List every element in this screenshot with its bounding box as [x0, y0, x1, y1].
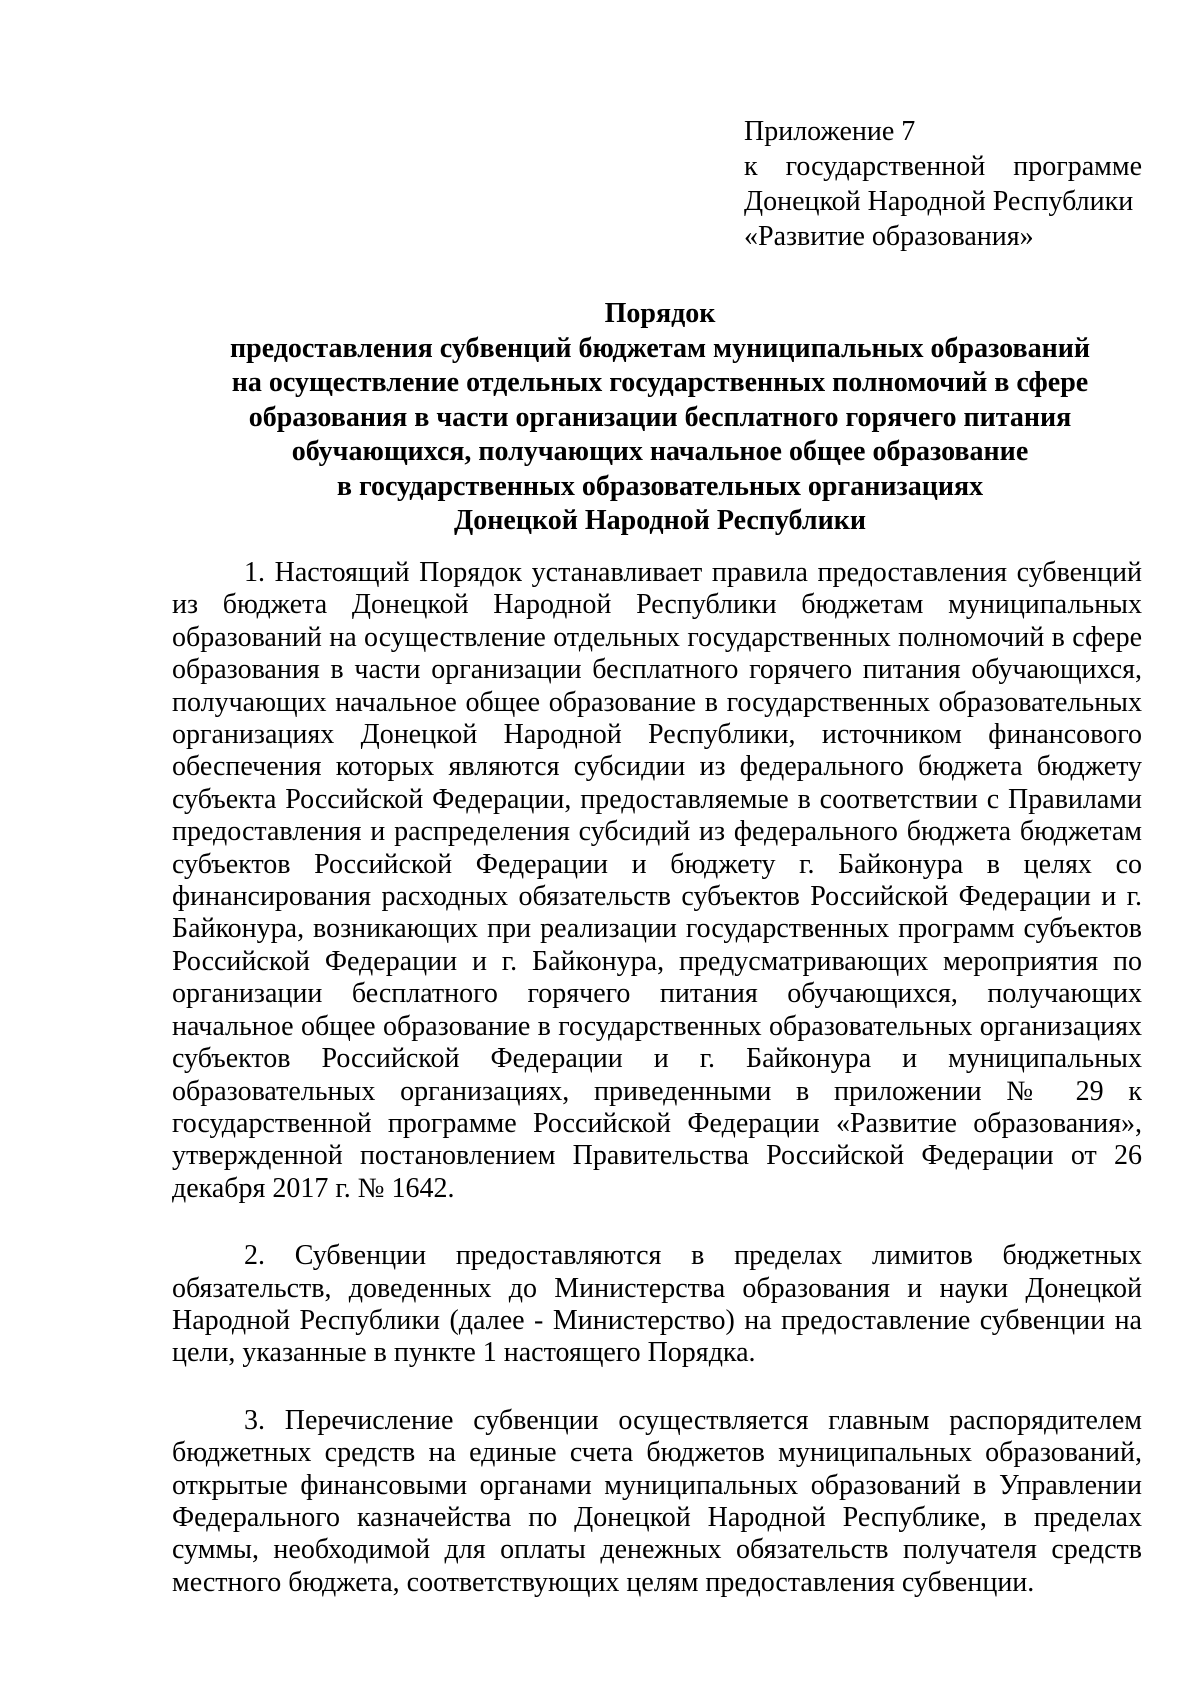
title-heading: Порядок [604, 298, 716, 329]
paragraph-2: 2. Субвенции предоставляются в пределах лимитов бюджетных обязательств, доведенных до Министерства образования и науки Донецкой Народной Республики (далее - Министерство) на предоставление субвенции на цели, указанные в пункте 1 настоящего Порядка. [172, 1240, 1142, 1369]
paragraph-3: 3. Перечисление субвенции осуществляется главным распорядителем бюджетных средств на единые счета бюджетов муниципальных образований, открытые финансовыми органами муниципальных образований в Управлении Федерального казначейства по Донецкой Народной Республике, в пределах суммы, необходимой для оплаты денежных обязательств получателя средств местного бюджета, соответствующих целям предоставления субвенции. [172, 1404, 1142, 1598]
appendix-number: Приложение 7 [744, 116, 916, 147]
appendix-header [744, 114, 1142, 254]
title-line: предоставления субвенций бюджетам муниципальных образований [230, 332, 1090, 364]
title-line: обучающихся, получающих начальное общее образование [291, 436, 1029, 467]
document-title [150, 297, 1170, 539]
title-line: в государственных образовательных организациях [336, 470, 984, 502]
document-body [172, 557, 1142, 1599]
appendix-republic: Донецкой Народной Республики [744, 186, 1134, 217]
appendix-program-name: «Развитие образования» [744, 221, 1034, 252]
title-line: образования в части организации бесплатного горячего питания [248, 401, 1072, 433]
appendix-program-ref: к государственной программе [744, 151, 1142, 182]
title-line: на осуществление отдельных государственных полномочий в сфере [231, 367, 1089, 398]
title-line: Донецкой Народной Республики [454, 505, 866, 536]
paragraph-1: 1. Настоящий Порядок устанавливает правила предоставления субвенций из бюджета Донецкой Народной Республики бюджетам муниципальных образований на осуществление отдельных государственных полномочий в сфере образования в части организации бесплатного горячего питания обучающихся, получающих начальное общее образование в государственных образовательных организациях Донецкой Народной Республики, источником финансового обеспечения которых являются субсидии из федерального бюджета бюджету субъекта Российской Федерации, предоставляемые в соответствии с Правилами предоставления и распределения субсидий из федерального бюджета бюджетам субъектов Российской Федерации и бюджету г. Байконура в целях со финансирования расходных обязательств субъектов Российской Федерации и г. Байконура, возникающих при реализации государственных программ субъектов Российской Федерации и г. Байконура, предусматривающих мероприятия по организации бесплатного горячего питания обучающихся, получающих начальное общее образование в государственных образовательных организациях субъектов Российской Федерации и г. Байконура и муниципальных образовательных организациях, приведенными в приложении № 29 к государственной программе Российской Федерации «Развитие образования», утвержденной постановлением Правительства Российской Федерации от 26 декабря 2017 г. № 1642. [172, 557, 1142, 1204]
